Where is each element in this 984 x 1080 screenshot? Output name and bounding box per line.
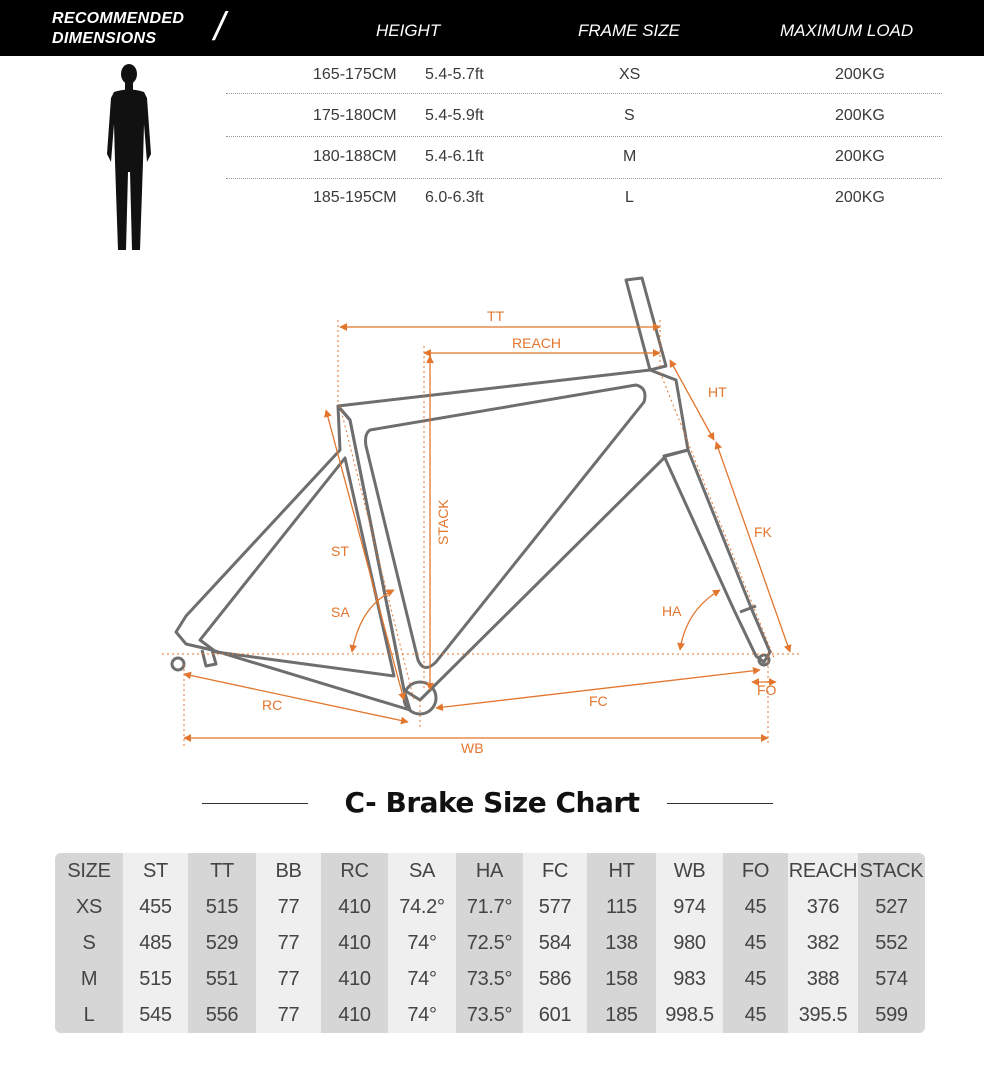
label-reach: REACH: [512, 335, 562, 351]
table-cell: 45: [744, 1003, 767, 1026]
header-title-line1: RECOMMENDED: [52, 10, 185, 27]
table-cell: 115: [606, 895, 637, 918]
label-sa: SA: [331, 604, 350, 620]
maximum-load: 200KG: [835, 189, 885, 206]
table-cell: 74°: [407, 931, 437, 954]
table-header-cell: REACH: [788, 859, 858, 882]
table-cell: 410: [338, 967, 371, 990]
recommendation-row-m: [0, 137, 984, 177]
frame-size: L: [625, 189, 634, 206]
table-cell: 77: [277, 1003, 300, 1026]
table-cell: 601: [538, 1003, 572, 1026]
table-cell: 395.5: [798, 1003, 848, 1026]
frame-size: M: [623, 148, 637, 165]
chainstay-bridge: [202, 650, 216, 666]
table-cell: 77: [277, 967, 300, 990]
table-cell: 45: [744, 931, 767, 954]
table-cell: 529: [205, 931, 239, 954]
table-cell: 72.5°: [466, 931, 513, 954]
column-height: HEIGHT: [376, 21, 441, 40]
label-ht: HT: [708, 384, 727, 400]
table-column-size: [55, 853, 123, 1033]
table-cell: 574: [875, 967, 908, 990]
table-column-wb: [656, 853, 723, 1033]
table-cell: 586: [538, 967, 572, 990]
recommendation-row-xs: [0, 55, 984, 95]
table-cell: 138: [605, 931, 638, 954]
height-ft: 5.4-5.7ft: [425, 66, 484, 83]
column-maximum-load: MAXIMUM LOAD: [780, 21, 914, 40]
table-header-cell: FC: [541, 859, 569, 882]
frame-geometry-diagram: [0, 260, 984, 780]
table-cell: 980: [673, 931, 706, 954]
frame-size: S: [624, 107, 635, 124]
table-column-ht: [587, 853, 656, 1033]
table-header-cell: TT: [210, 859, 234, 882]
label-fc: FC: [589, 693, 608, 709]
height-cm: 185-195CM: [313, 189, 397, 206]
height-ft: 5.4-6.1ft: [425, 148, 484, 165]
table-header-cell: HA: [475, 859, 504, 882]
table-column-ha: [456, 853, 523, 1033]
table-cell: 410: [338, 1003, 371, 1026]
recommended-dimensions-header: [0, 0, 984, 56]
maximum-load: 200KG: [835, 107, 885, 124]
table-cell: 382: [806, 931, 840, 954]
title-rule-right: [667, 803, 773, 804]
table-cell: 515: [139, 967, 172, 990]
table-column-stack: [858, 853, 925, 1033]
size-chart-table: [55, 853, 925, 1033]
height-cm: 165-175CM: [313, 66, 397, 83]
table-cell: 74°: [407, 967, 437, 990]
maximum-load: 200KG: [835, 66, 885, 83]
table-header-cell: WB: [673, 859, 706, 882]
header-title: [52, 9, 222, 49]
table-header-cell: ST: [143, 859, 168, 882]
table-cell: 599: [875, 1003, 908, 1026]
table-cell: 388: [806, 967, 840, 990]
column-frame-size: FRAME SIZE: [578, 21, 681, 40]
height-ft: 6.0-6.3ft: [425, 189, 484, 206]
table-cell: 515: [205, 895, 239, 918]
table-cell: 73.5°: [466, 1003, 513, 1026]
table-cell: 998.5: [665, 1003, 714, 1026]
rear-dropout: [172, 658, 184, 670]
recommendation-row-s: [0, 96, 984, 136]
height-cm: 175-180CM: [313, 107, 397, 124]
table-cell: 74°: [407, 1003, 437, 1026]
table-header-cell: HT: [608, 859, 635, 882]
label-fo: FO: [757, 682, 777, 698]
main-triangle-inner: [366, 385, 646, 668]
height-ft: 5.4-5.9ft: [425, 107, 484, 124]
table-cell: 552: [875, 931, 908, 954]
maximum-load: 200KG: [835, 148, 885, 165]
reference-lines: [162, 320, 800, 746]
table-header-cell: FO: [741, 859, 770, 882]
fork: [664, 450, 770, 662]
table-column-rc: [321, 853, 388, 1033]
frame-size: XS: [619, 66, 641, 83]
table-header-cell: BB: [275, 859, 302, 882]
table-cell: 71.7°: [466, 895, 513, 918]
table-cell: 556: [205, 1003, 239, 1026]
table-cell: 410: [338, 931, 371, 954]
ht-dimension: [670, 360, 714, 440]
table-cell: 74.2°: [399, 895, 445, 918]
table-header-cell: RC: [340, 859, 369, 882]
label-fk: FK: [754, 524, 772, 540]
label-stack: STACK: [435, 499, 451, 545]
table-column-reach: [788, 853, 858, 1033]
table-cell: 77: [277, 895, 300, 918]
table-column-fo: [723, 853, 788, 1033]
table-column-sa: [388, 853, 456, 1033]
table-cell: 376: [806, 895, 840, 918]
table-cell: 185: [605, 1003, 638, 1026]
table-header-cell: STACK: [859, 859, 924, 882]
label-wb: WB: [461, 740, 484, 756]
table-cell: 73.5°: [466, 967, 513, 990]
label-tt: TT: [487, 308, 505, 324]
table-cell: 455: [139, 895, 172, 918]
table-cell: 485: [139, 931, 172, 954]
table-cell: 983: [673, 967, 706, 990]
ha-angle-arc: [680, 590, 720, 650]
table-cell: 974: [673, 895, 706, 918]
table-column-tt: [188, 853, 256, 1033]
table-cell: 527: [875, 895, 908, 918]
recommendation-row-l: [0, 178, 984, 218]
row-divider: [226, 93, 942, 94]
table-cell: 551: [205, 967, 239, 990]
table-cell: L: [83, 1003, 95, 1026]
table-cell: 584: [538, 931, 572, 954]
table-cell: 577: [538, 895, 572, 918]
table-column-fc: [523, 853, 587, 1033]
table-cell: 45: [744, 967, 767, 990]
label-st: ST: [331, 543, 349, 559]
table-cell: 545: [139, 1003, 172, 1026]
table-cell: 410: [338, 895, 371, 918]
table-column-bb: [256, 853, 321, 1033]
label-rc: RC: [262, 697, 283, 713]
table-cell: 77: [277, 931, 300, 954]
table-cell: S: [82, 931, 96, 954]
table-cell: 158: [605, 967, 638, 990]
table-header-cell: SIZE: [67, 859, 111, 882]
header-title-line2: DIMENSIONS: [52, 30, 157, 47]
table-header-cell: SA: [408, 859, 436, 882]
size-chart-title: C- Brake Size Chart: [344, 786, 640, 819]
table-column-st: [123, 853, 188, 1033]
table-cell: 45: [744, 895, 767, 918]
table-cell: XS: [75, 895, 103, 918]
table-cell: M: [80, 967, 98, 990]
label-ha: HA: [662, 603, 682, 619]
height-cm: 180-188CM: [313, 148, 397, 165]
header-slash: /: [214, 5, 226, 49]
